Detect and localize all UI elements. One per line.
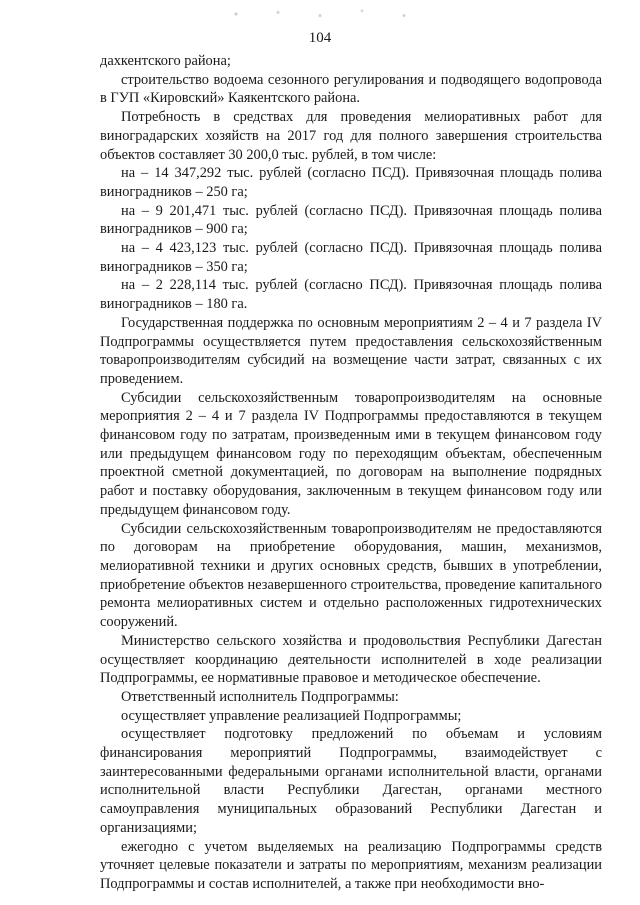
paragraph: Субсидии сельскохозяйственным товаропроизводителям не предоставляются по договорам на приобретение оборудования, машин, механизмов, мелиоративной техники и других основных средств, бывших в употреблении, приобретение объектов незавершенного строительства, проведение капитального ремонта мелиоративных систем и отдельно расположенных гидротехнических сооружений. — [100, 520, 602, 631]
paragraph: на – 2 228,114 тыс. рублей (согласно ПСД). Привязочная площадь полива виноградников – 180 га. — [100, 277, 602, 313]
paragraph: на – 4 423,123 тыс. рублей (согласно ПСД). Привязочная площадь полива виноградников – 350 га; — [100, 240, 602, 275]
page-number: 104 — [308, 30, 332, 46]
paragraph: дахкентского района; — [100, 53, 231, 69]
paragraph: Субсидии сельскохозяйственным товаропроизводителям на основные мероприятия 2 – 4 и 7 раздела IV Подпрограммы предоставляются в текущем финансовом году по затратам, произведенным ими в текущем финансовом году или предыдущем финансовом году по переходящим объектам, обеспеченным проектной сметной документацией, по договорам на выполнение подрядных работ и поставку оборудования, заключенным в текущем финансовом году или предыдущем финансовом году. — [100, 389, 602, 518]
paragraph: Государственная поддержка по основным мероприятиям 2 – 4 и 7 раздела IV Подпрограммы осуществляется путем предоставления сельскохозяйственным товаропроизводителям субсидий на возмещение части затрат, связанных с их проведением. — [100, 314, 602, 387]
paragraph: Министерство сельского хозяйства и продовольствия Республики Дагестан осуществляет координацию деятельности исполнителей в ходе реализации Подпрограммы, ее нормативные правовое и методическое обеспечение. — [100, 632, 602, 687]
paragraph: осуществляет подготовку предложений по объемам и условиям финансирования мероприятий Подпрограммы, взаимодействует с заинтересованными федеральными органами исполнительной власти, органами исполнительной власти Республики Дагестан, органами местного самоуправления муниципальных образований Республики Дагестан и организациями; — [100, 726, 602, 836]
scan-artifact — [215, 6, 425, 22]
paragraph: строительство водоема сезонного регулирования и подводящего водопровода в ГУП «Кировский» Каякентского района. — [100, 71, 602, 107]
paragraph: осуществляет управление реализацией Подпрограммы; — [121, 707, 462, 724]
paragraph: Ответственный исполнитель Подпрограммы: — [121, 688, 399, 705]
paragraph: на – 14 347,292 тыс. рублей (согласно ПСД). Привязочная площадь полива виноградников – 250 га; — [100, 165, 602, 200]
document-body — [100, 52, 602, 894]
paragraph: ежегодно с учетом выделяемых на реализацию Подпрограммы средств уточняет целевые показатели и затраты по мероприятиям, механизм реализации Подпрограммы и состав исполнителей, а также при необходимости вно- — [100, 838, 602, 892]
paragraph: на – 9 201,471 тыс. рублей (согласно ПСД). Привязочная площадь полива виноградников – 900 га; — [100, 202, 602, 238]
paragraph: Потребность в средствах для проведения мелиоративных работ для виноградарских хозяйств на 2017 год для полного завершения строительства объектов составляет 30 200,0 тыс. рублей, в том числе: — [100, 109, 602, 163]
